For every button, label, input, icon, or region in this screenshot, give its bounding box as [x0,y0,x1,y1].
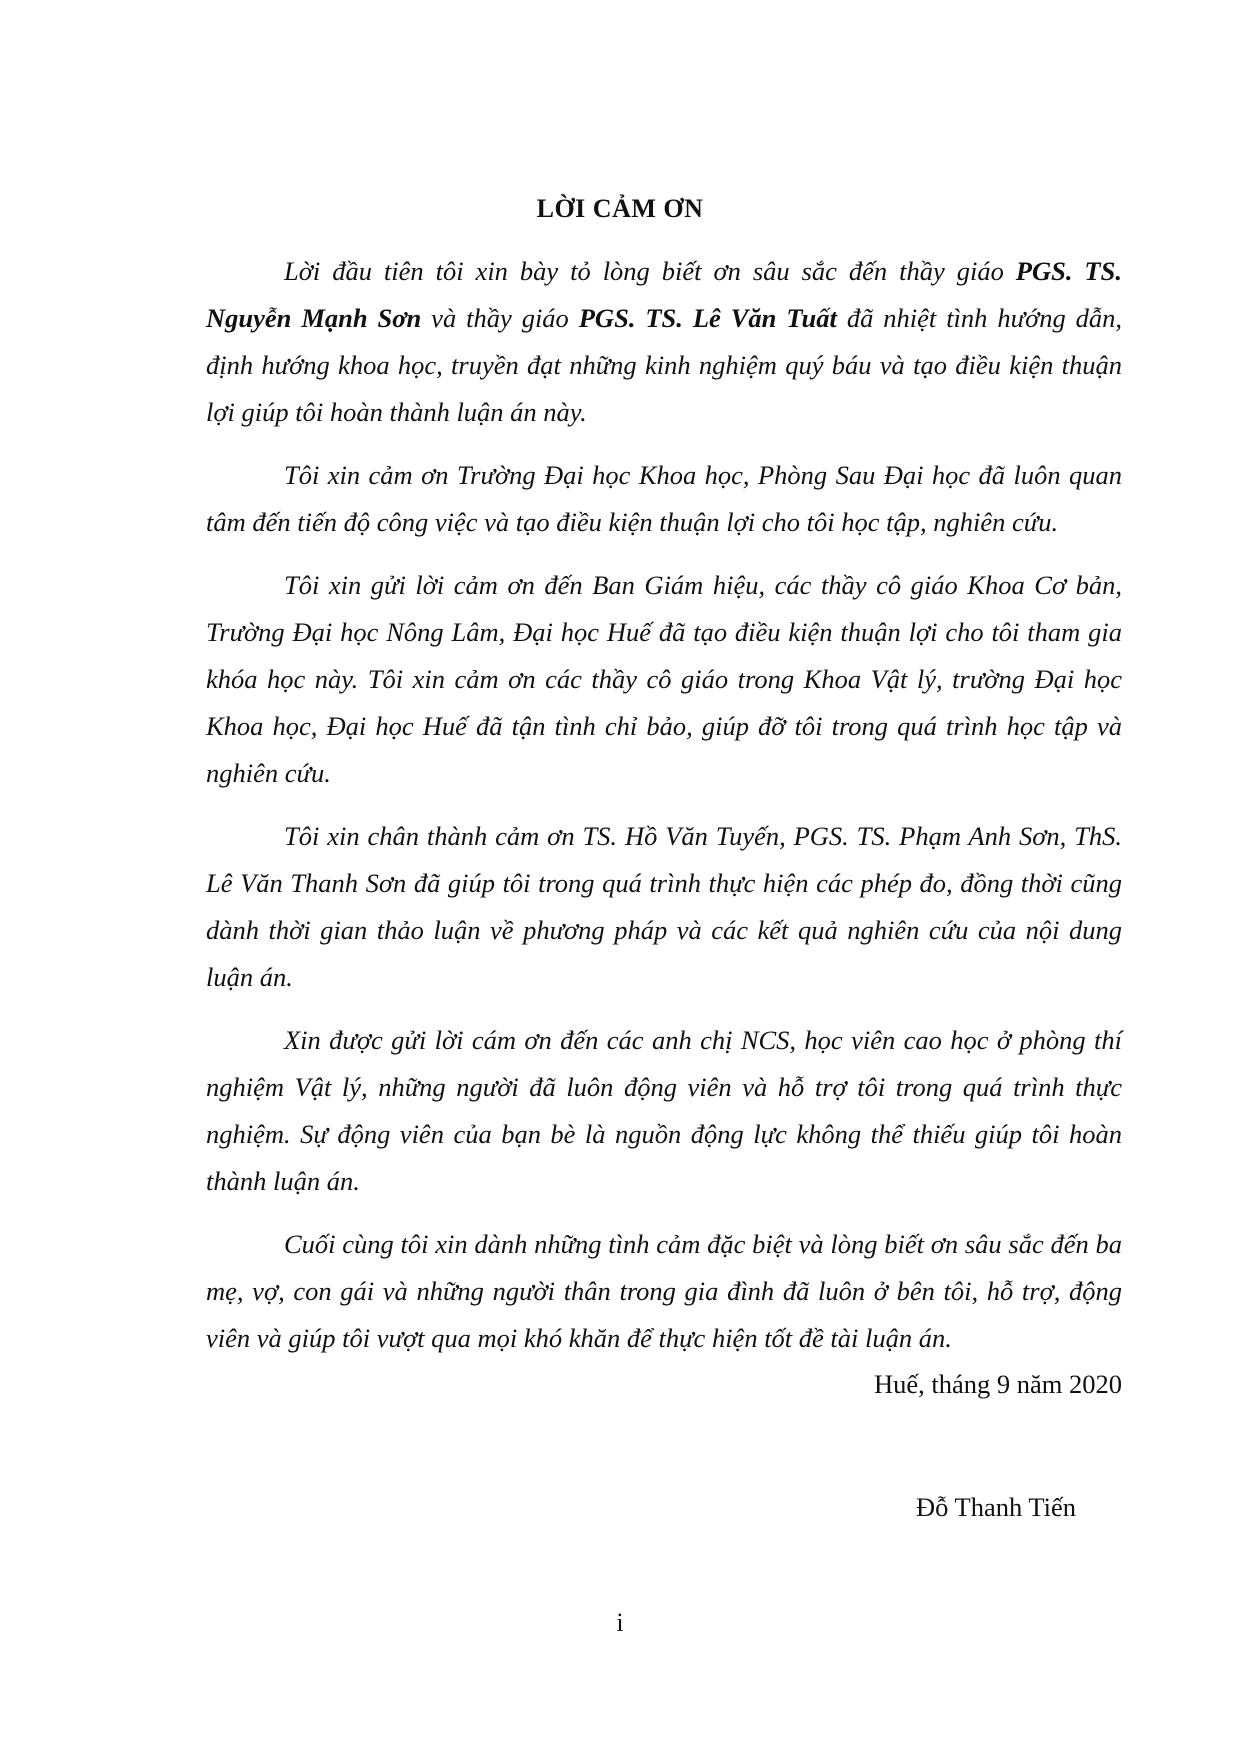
paragraph-2 [206,452,1122,546]
paragraph-1 [206,248,1122,436]
page-title: LỜI CẢM ƠN [536,194,704,223]
paragraph-2-text: Tôi xin cảm ơn Trường Đại học Khoa học, Phòng Sau Đại học đã luôn quan tâm đến tiến độ công việc và tạo điều kiện thuận lợi cho tôi học tập, nghiên cứu. [206,460,1122,537]
paragraph-3 [206,562,1122,797]
paragraph-5-text: Xin được gửi lời cám ơn đến các anh chị NCS, học viên cao học ở phòng thí nghiệm Vật lý, những người đã luôn động viên và hỗ trợ tôi trong quá trình thực nghiệm. Sự động viên của bạn bè là nguồn động lực không thể thiếu giúp tôi hoàn thành luận án. [206,1025,1122,1196]
paragraph-1-text-a: Lời đầu tiên tôi xin bày tỏ lòng biết ơn sâu sắc đến thầy giáo [284,256,1016,286]
author-signature: Đỗ Thanh Tiến [915,1492,1076,1522]
paragraph-1-text-c: đã nhiệt tình hướng dẫn, định hướng khoa học, truyền đạt những kinh nghiệm quý báu và tạo điều kiện thuận lợi giúp tôi hoàn thành luận án này. [206,303,1123,427]
page-number: i [616,1608,624,1637]
paragraph-4-text: Tôi xin chân thành cảm ơn TS. Hồ Văn Tuyến, PGS. TS. Phạm Anh Sơn, ThS. Lê Văn Thanh Sơn đã giúp tôi trong quá trình thực hiện các phép đo, đồng thời cũng dành thời gian thảo luận về phương pháp và các kết quả nghiên cứu của nội dung luận án. [206,821,1122,992]
paragraph-4 [206,813,1122,1001]
advisor-name-1: PGS. TS. Nguyễn Mạnh Sơn [206,256,1122,333]
paragraph-6-text: Cuối cùng tôi xin dành những tình cảm đặc biệt và lòng biết ơn sâu sắc đến ba mẹ, vợ, con gái và những người thân trong gia đình đã luôn ở bên tôi, hỗ trợ, động viên và giúp tôi vượt qua mọi khó khăn để thực hiện tốt đề tài luận án. [206,1229,1122,1353]
advisor-name-2: PGS. TS. Lê Văn Tuất [578,303,837,333]
paragraph-3-text: Tôi xin gửi lời cảm ơn đến Ban Giám hiệu, các thầy cô giáo Khoa Cơ bản, Trường Đại học Nông Lâm, Đại học Huế đã tạo điều kiện thuận lợi cho tôi tham gia khóa học này. Tôi xin cảm ơn các thầy cô giáo trong Khoa Vật lý, trường Đại học Khoa học, Đại học Huế đã tận tình chỉ bảo, giúp đỡ tôi trong quá trình học tập và nghiên cứu. [206,570,1122,788]
paragraph-6 [206,1221,1122,1362]
date-line: Huế, tháng 9 năm 2020 [873,1369,1122,1399]
paragraph-1-text-b: và thầy giáo [421,303,579,333]
acknowledgement-body [206,248,1122,1378]
paragraph-5 [206,1017,1122,1205]
